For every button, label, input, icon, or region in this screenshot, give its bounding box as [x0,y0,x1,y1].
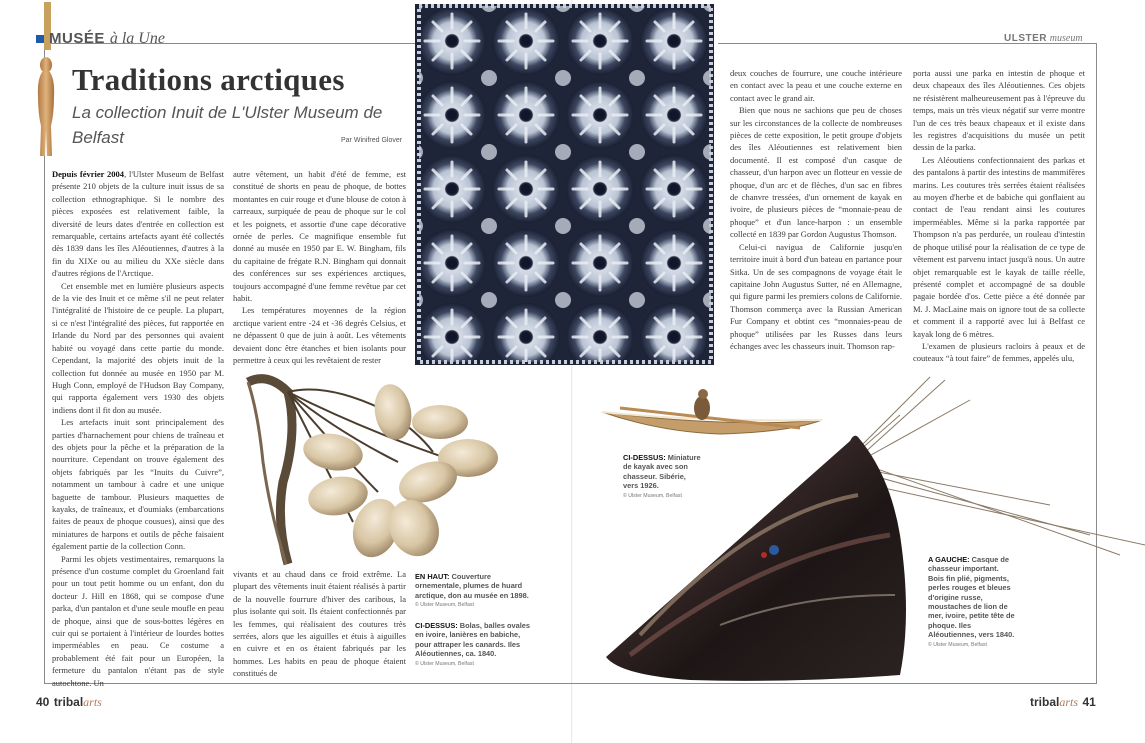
caption-kayak-credit: © Ulster Museum, Belfast [623,492,682,499]
bolas-photo [228,372,508,568]
caption-bolas-body: Bolas, balles ovales en ivoire, lanières en babiche, pour attraper les canards. Iles Aléoutiennes, ca. 1840. [415,621,531,659]
col1-paragraph-1 [52,168,224,280]
caption-cover-head: EN HAUT: [415,572,450,581]
article-byline: Par Winifred Glover [341,137,403,144]
rubric-square-icon [36,35,44,43]
col1-paragraph-4: Parmi les objets vestimentaires, remarquons la présence d'un costume complet du Groenland fait pour un tout petit homme ou un enfant, don du docteur J. Hill en 1868, qui se compose d'une parka, d'un pantalon et d'une seule moufle en peau de phoque, ainsi que de sous-bottes légères en cuir qui se portaient à l'intérieur de lourdes bottes imperméables en peau. Ce costume a probablement été fait pour un Européen, la fermeture du pantalon n'étant pas de style autochtone. Un [52,553,224,688]
caption-bolas [415,621,533,669]
folio-right [1030,693,1096,711]
text-column-2-bottom [233,568,406,679]
caption-bolas-head: CI-DESSUS: [415,621,458,630]
section-rubric-right [1004,33,1083,44]
folio-right-mag-strong: tribal [1030,695,1060,709]
folio-left-mag [54,695,102,709]
col2-paragraph-1: autre vêtement, un habit d'été de femme, est constitué de shorts en peau de phoque, de bottes montantes en cuir rouge et d'une blouse de coton à carreaux, surpiquée de peau de phoque sur le col et les poignets, et assortie d'une cape décorative ornée de perles. Ce magnifique ensemble fut donné au musée en 1950 par E. W. Bingham, fils du capitaine de frégate R.N. Bingham qui donnait des conférences sur ses expériences arctiques, toujours accompagné d'une femme revêtue par cet habit. [233,169,406,304]
text-column-2-top [233,168,406,364]
caption-hat-head: A GAUCHE: [928,555,970,564]
text-column-4 [913,67,1085,363]
col1-p1-text: , l'Ulster Museum de Belfast présente 210 objets de la culture inuit issus de sa collection ethnographique. Si le nombre des pièces exposées est relativement faible, la diversité de leurs dates d'entrée en collection est remarquable, certains artefacts ayant été collectés dès 1839 dans les îles Aléoutiennes, d'autres à la fin du XIXe ou au milieu du XXe siècle dans d'autres régions de l'Arctique. [52,169,224,279]
col4-paragraph-2: Les Aléoutiens confectionnaient des parkas et des pantalons à partir des intestins de mammifères marins. Les coutures très serrées étaient réalisées au moyen d'herbe et de babiche qui gonflaient au contact de l'eau rendant ainsi les coutures imperméables. Même si la parka rapportée par Thompson n'a pas perdurée, un rouleau d'intestin de phoque utilisé pour la réalisation de ce type de vêtement est parvenu intact jusqu'à nous. Un autre objet remarquable est le kayak de taille réelle, présenté complet et accompagné de sa double pagaie bordée d'os. Cette pièce a été donnée par M. J. MacLaine mais on ignore tout de sa collecte et comment il a rapporté avec lui à Belfast ce kayak long de 6 mètres. [913,154,1085,339]
caption-kayak [623,453,703,501]
col1-paragraph-2: Cet ensemble met en lumière plusieurs aspects de la vie des Inuit et ce même s'il ne peut relater l'intégralité de l'histoire de ce peuple. La plupart, si ce n'est l'intégralité des pièces, fut rapportée en Irlande du Nord par des personnes qui avaient habité ou voyagé dans cette partie du monde. Cependant, la majorité des objets inuit de la collection fut donnée au musée en 1950 par M. Hugh Conn, employé de l'Hudson Bay Company, qui rapporta également vers 1930 des objets indiens dont il fit don au musée. [52,280,224,415]
rubric-right-strong: ULSTER [1004,33,1047,44]
caption-bolas-credit: © Ulster Museum, Belfast [415,660,474,667]
caption-kayak-head: CI-DESSUS: [623,453,666,462]
article-title: Traditions arctiques [72,62,345,97]
col3-paragraph-2: Bien que nous ne sachions que peu de choses sur les circonstances de la collecte de nombreuses pièces de cette exposition, le petit groupe d'objets des îles Aléoutiennes est relativement bien documenté. Il est composé d'un casque de chasseur, d'un harpon avec un flotteur en vessie de phoque, d'un arc et de flèches, d'un sac en fibres de chanvre tressées, d'un ornement de kayak en ivoire, de plusieurs pièces de “monnaie-peau de phoque” et d'un lance-harpon : un ensemble collecté en 1839 par Gordon Augustus Thomson. [730,105,902,240]
text-column-3 [730,67,902,363]
article-subtitle: La collection Inuit de L'Ulster Museum de Belfast [72,103,383,147]
caption-cover [415,572,533,611]
col2-paragraph-2: Les températures moyennes de la région arctique varient entre -24 et -36 degrés Celsius, et ne dépassent 0 que de juin à août. Les vêtements devaient donc être étanches et bien isolants pour permettre à ceux qui les revêtaient de rester [233,305,406,366]
caption-hat-credit: © Ulster Museum, Belfast [928,641,987,648]
hunting-hat-photo [600,375,1145,693]
caption-cover-body: Couverture ornementale, plumes de huard arctique, don au musée en 1898. [415,572,529,600]
caption-hat-body: Casque de chasseur important. Bois fin plié, pigments, perles rouges et bleues d'origine russe, moustaches de lion de mer, ivoire, petite tête de phoque. Iles Aléoutiennes, vers 1840. [928,555,1015,640]
col3-paragraph-1: deux couches de fourrure, une couche intérieure en contact avec la peau et une couche externe en contact avec le grand air. [730,68,902,103]
folio-right-mag-italic: arts [1059,695,1079,709]
col2-paragraph-3: vivants et au chaud dans ce froid extrême. La plupart des vêtements inuit étaient réalisés à partir de la nouvelle fourrure d'hiver des caribous, la plus isolante qui soit. Ils étaient confectionnés par les femmes, qui réalisaient des coutures très serrées, alors que les aiguilles et étuis à aiguilles en cuivre et en os étaient fabriqués par les hommes. Les habits en peau de phoque étaient constitués de [233,569,406,679]
section-rubric [36,30,165,48]
folio-right-number: 41 [1082,695,1096,709]
col4-paragraph-1: porta aussi une parka en intestin de phoque et deux chapeaux des îles Aléoutiennes. Ces objets ne résistèrent malheureusement pas à l'épreuve du temps, mais un très vieux négatif sur verre montre l'un de ces très beaux chapeaux et il existe dans les registres d'acquisitions du musée un petit dessin de la parka. [913,68,1085,153]
folio-right-mag [1030,695,1078,709]
caption-cover-credit: © Ulster Museum, Belfast [415,602,474,609]
rubric-strong: MUSÉE [49,30,105,47]
caption-hat [928,555,1016,650]
col4-paragraph-3: L'examen de plusieurs racloirs à peaux et de couteaux “à tout faire” de femmes, appelés ulu, [913,340,1085,364]
folio-left-mag-italic: arts [83,695,102,709]
folio-left [36,693,102,711]
folio-left-number: 40 [36,695,50,709]
rubric-italic: à la Une [109,30,165,47]
text-column-1 [52,168,224,688]
feather-cover-photo [415,4,714,365]
figurine-icon [34,56,58,158]
caption-kayak-body: Miniature de kayak avec son chasseur. Sibérie, vers 1926. [623,453,701,491]
folio-left-mag-strong: tribal [53,695,84,709]
rubric-right-italic: museum [1049,33,1083,44]
col3-paragraph-3: Celui-ci navigua de Californie jusqu'en territoire inuit à bord d'un bateau en partance pour Sitka. Un de ses compagnons de voyage était le capitaine John Augustus Sutter, né en Allemagne, qui figure parmi les premiers colons de Californie. Thomson commerça avec la Russian American Fur Company et obtint ces “monnaies-peau de phoque” utilisées par les Russes dans leurs échanges avec les chasseurs inuit. Thomson rap- [730,241,902,351]
col1-paragraph-3: Les artefacts inuit sont principalement des parties d'harnachement pour chiens de traîneau et des objets pour la pêche et la préparation de la nourriture. Cependant on trouve également des objets fabriqués par les “Inuits du Cuivre”, notamment un tambour à cadre et une unique baguette de tambour. Plusieurs maquettes de kayaks, de traîneaux, et d'oumiaks (embarcations faites de peaux de phoque cousues), ainsi que des miniatures de harpons et outils de pêche faisaient également partie de la collection Conn. [52,417,224,552]
lead-in: Depuis février 2004 [52,169,125,179]
